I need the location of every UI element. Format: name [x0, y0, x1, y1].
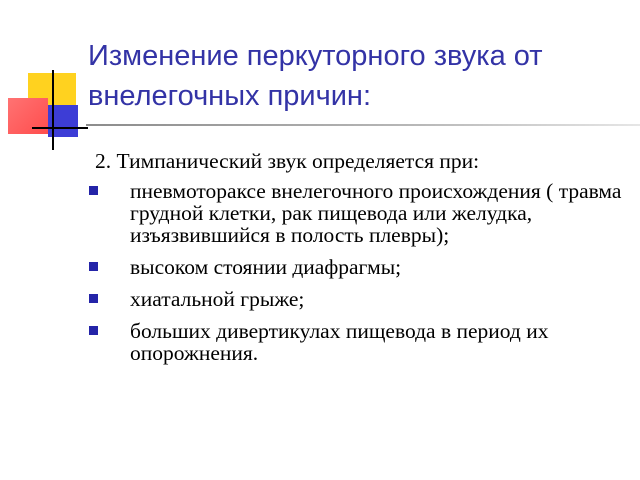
- bullet-text: хиатальной грыже;: [130, 287, 305, 311]
- bullet-square-icon: [89, 262, 98, 271]
- intro-text: 2. Тимпанический звук определяется при:: [95, 149, 480, 173]
- decorative-squares-logo: [0, 0, 90, 150]
- logo-horizontal-line: [32, 127, 88, 129]
- bullet-text: высоком стоянии диафрагмы;: [130, 255, 402, 279]
- bullet-item: [0, 256, 630, 278]
- bullet-square-icon: [89, 186, 98, 195]
- bullet-list: [0, 180, 630, 364]
- slide-body: [0, 150, 630, 374]
- logo-vertical-line: [52, 70, 54, 150]
- bullet-item: [0, 288, 630, 310]
- bullet-item: [0, 180, 630, 246]
- bullet-square-icon: [89, 326, 98, 335]
- bullet-text: пневмотораксе внелегочного происхождения ( травма грудной клетки, рак пищевода или желудка, изъязвившийся в полость плевры);: [130, 179, 622, 247]
- bullet-item: [0, 320, 630, 364]
- title-divider: [86, 124, 640, 126]
- bullet-text: больших дивертикулах пищевода в период их опорожнения.: [130, 319, 549, 365]
- slide-title: Изменение перкуторного звука от внелегочных причин:: [88, 40, 543, 112]
- bullet-square-icon: [89, 294, 98, 303]
